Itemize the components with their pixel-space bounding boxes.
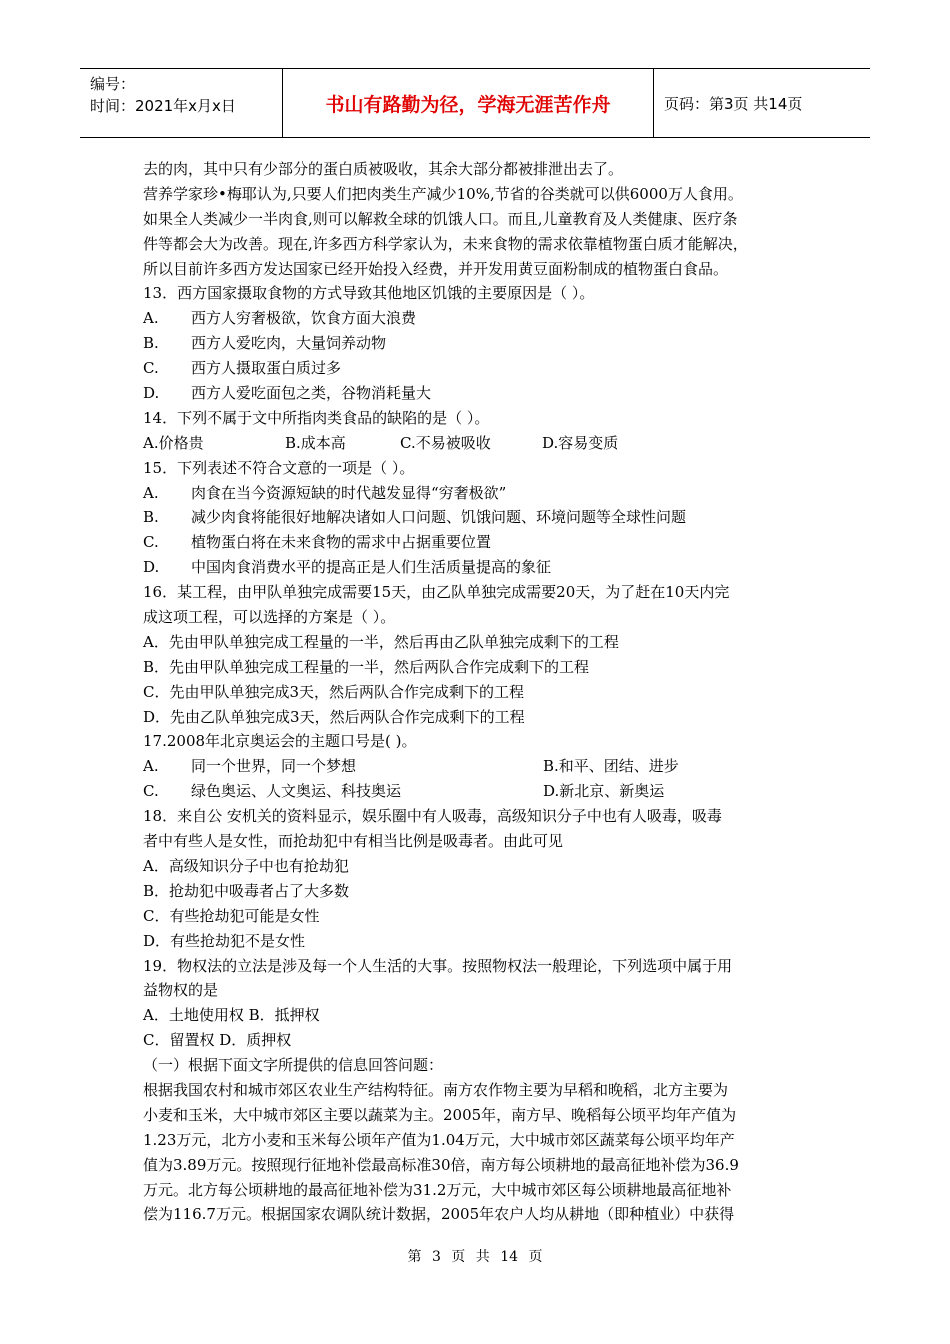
question-14-option: C.不易被吸收 bbox=[400, 433, 491, 452]
question-17-option-d: D.新北京、新奥运 bbox=[543, 782, 665, 801]
question-15-option: C. 植物蛋白将在未来食物的需求中占据重要位置 bbox=[143, 533, 492, 552]
question-19-options-cd: C．留置权 D．质押权 bbox=[143, 1031, 292, 1050]
question-14-options bbox=[143, 431, 815, 456]
page-header bbox=[80, 68, 870, 138]
question-15-option: A. 肉食在当今资源短缺的时代越发显得“穷奢极欲” bbox=[143, 483, 507, 502]
question-16-stem: 16．某工程，由甲队单独完成需要15天，由乙队单独完成需要20天，为了赶在10天内完 bbox=[143, 583, 730, 602]
section-line: 1.23万元，北方小麦和玉米每公顷年产值为1.04万元，大中城市郊区蔬菜每公顷平均年产 bbox=[143, 1130, 735, 1149]
question-17-option-a: 同一个世界，同一个梦想 bbox=[191, 757, 357, 776]
question-16-option: D．先由乙队单独完成3天，然后两队合作完成剩下的工程 bbox=[143, 707, 525, 726]
question-17-stem: 17.2008年北京奥运会的主题口号是( )。 bbox=[143, 732, 417, 751]
page-footer: 第 3 页 共 14 页 bbox=[407, 1249, 543, 1265]
question-15-option: D. 中国肉食消费水平的提高正是人们生活质量提高的象征 bbox=[143, 558, 552, 577]
question-16-option: A．先由甲队单独完成工程量的一半，然后再由乙队单独完成剩下的工程 bbox=[143, 632, 619, 651]
question-16-stem-cont: 成这项工程，可以选择的方案是（ ）。 bbox=[143, 608, 396, 627]
question-15-option: B. 减少肉食将能很好地解决诸如人口问题、饥饿问题、环境问题等全球性问题 bbox=[143, 508, 687, 527]
question-19-stem: 19．物权法的立法是涉及每一个人生活的大事。按照物权法一般理论，下列选项中属于用 bbox=[143, 956, 733, 975]
question-13-option: D. 西方人爱吃面包之类，谷物消耗量大 bbox=[143, 384, 432, 403]
question-17-options-ab: A. 同一个世界，同一个梦想 B.和平、团结、进步 bbox=[143, 754, 815, 779]
question-19-options-ab: A．土地使用权 B．抵押权 bbox=[143, 1006, 320, 1025]
question-14-option: B.成本高 bbox=[285, 433, 346, 452]
question-13-option: C. 西方人摄取蛋白质过多 bbox=[143, 359, 342, 378]
section-line: 万元。北方每公顷耕地的最高征地补偿为31.2万元，大中城市郊区每公顷耕地最高征地补 bbox=[143, 1180, 732, 1199]
question-18-option: D．有些抢劫犯不是女性 bbox=[143, 931, 306, 950]
section-line: 值为3.89万元。按照现行征地补偿最高标准30倍，南方每公顷耕地的最高征地补偿为36.9 bbox=[143, 1155, 739, 1174]
section-line: 小麦和玉米，大中城市郊区主要以蔬菜为主。2005年，南方早、晚稻每公顷平均年产值为 bbox=[143, 1105, 737, 1124]
question-14-option: D.容易变质 bbox=[542, 433, 619, 452]
header-meta bbox=[80, 69, 283, 137]
section-line: 偿为116.7万元。根据国家农调队统计数据，2005年农户人均从耕地（即种植业）中获得 bbox=[143, 1205, 735, 1224]
header-page-info: 页码：第3页 共14页 bbox=[664, 94, 803, 113]
question-13-option: B. 西方人爱吃肉，大量饲养动物 bbox=[143, 334, 387, 353]
question-16-option: B．先由甲队单独完成工程量的一半，然后两队合作完成剩下的工程 bbox=[143, 657, 590, 676]
header-time-label: 时间：2021年x月x日 bbox=[90, 97, 236, 115]
question-18-option: C．有些抢劫犯可能是女性 bbox=[143, 906, 320, 925]
passage-line: 件等都会大为改善。现在,许多西方科学家认为，未来食物的需求依靠植物蛋白质才能解决， bbox=[143, 234, 748, 253]
question-18-stem-cont: 者中有些人是女性，而抢劫犯中有相当比例是吸毒者。由此可见 bbox=[143, 832, 564, 851]
question-13-option: A. 西方人穷奢极欲，饮食方面大浪费 bbox=[143, 309, 417, 328]
question-15-stem: 15．下列表述不符合文意的一项是（ ）。 bbox=[143, 458, 415, 477]
question-18-stem: 18．来自公 安机关的资料显示，娱乐圈中有人吸毒，高级知识分子中也有人吸毒，吸毒 bbox=[143, 807, 722, 826]
section-line: 根据我国农村和城市郊区农业生产结构特征。南方农作物主要为早稻和晚稻，北方主要为 bbox=[143, 1080, 729, 1099]
question-16-option: C．先由甲队单独完成3天，然后两队合作完成剩下的工程 bbox=[143, 682, 525, 701]
passage-line: 营养学家珍•梅耶认为,只要人们把肉类生产减少10%,节省的谷类就可以供6000万人食用。 bbox=[143, 184, 743, 203]
passage-line: 所以目前许多西方发达国家已经开始投入经费，并开发用黄豆面粉制成的植物蛋白食品。 bbox=[143, 259, 729, 278]
header-motto: 书山有路勤为径，学海无涯苦作舟 bbox=[283, 69, 654, 137]
question-19-stem-cont: 益物权的是 bbox=[143, 981, 219, 1000]
passage-line: 如果全人类减少一半肉食,则可以解救全球的饥饿人口。而且,儿童教育及人类健康、医疗条 bbox=[143, 209, 738, 228]
passage-line: 去的肉，其中只有少部分的蛋白质被吸收，其余大部分都被排泄出去了。 bbox=[143, 160, 624, 178]
header-number-label: 编号： bbox=[90, 75, 136, 93]
question-13-stem: 13．西方国家摄取食物的方式导致其他地区饥饿的主要原因是（ ）。 bbox=[143, 284, 595, 303]
question-14-stem: 14．下列不属于文中所指肉类食品的缺陷的是（ ）。 bbox=[143, 408, 490, 427]
question-14-option: A.价格贵 bbox=[143, 433, 204, 452]
question-17-options-cd: C. 绿色奥运、人文奥运、科技奥运 D.新北京、新奥运 bbox=[143, 779, 815, 804]
question-17-option-b: B.和平、团结、进步 bbox=[543, 757, 679, 776]
document-body bbox=[143, 157, 815, 1227]
question-18-option: B．抢劫犯中吸毒者占了大多数 bbox=[143, 881, 350, 900]
section-title: （一）根据下面文字所提供的信息回答问题： bbox=[143, 1056, 444, 1075]
question-17-option-c: 绿色奥运、人文奥运、科技奥运 bbox=[191, 782, 402, 801]
question-18-option: A．高级知识分子中也有抢劫犯 bbox=[143, 856, 349, 875]
